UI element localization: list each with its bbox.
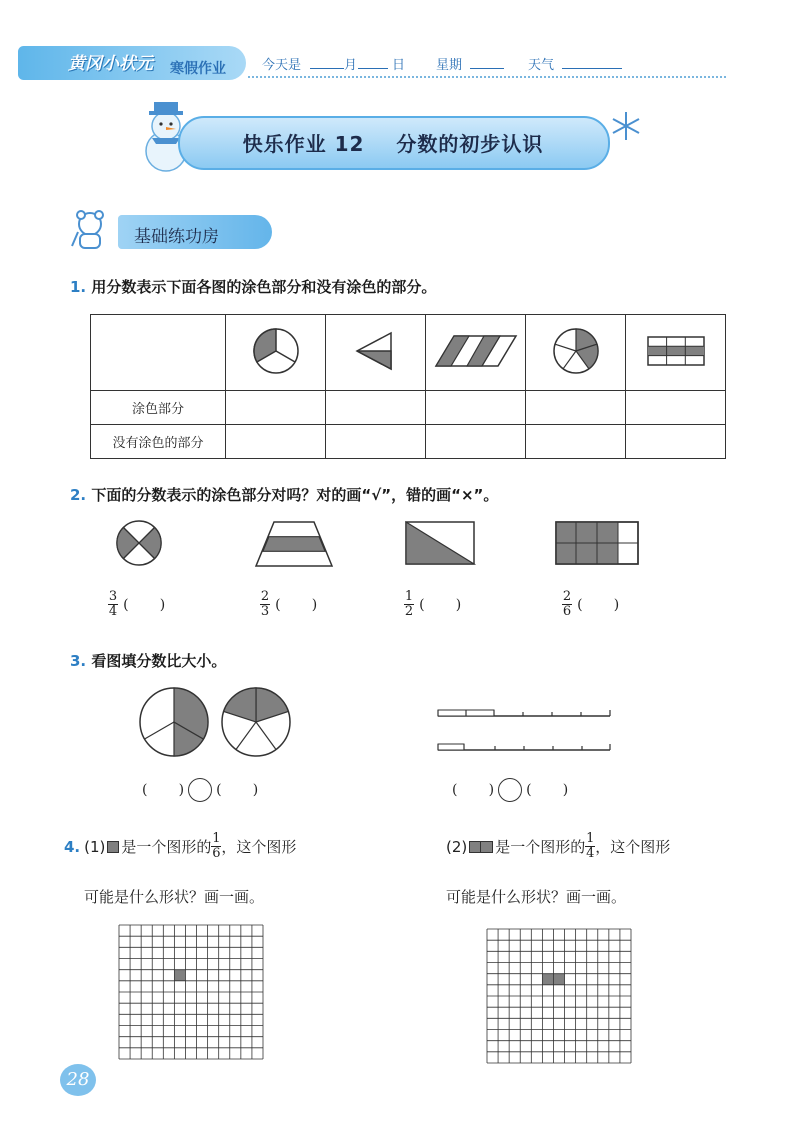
day-field[interactable] [358,68,388,69]
question-3-text: 看图填分数比大小。 [91,652,227,670]
question-3-number: 3. [70,652,87,670]
fraction: $\frac{2}{6}$ [562,589,572,619]
answer-blank[interactable]: ( ) [452,782,495,798]
question-4-part-1-line2: 可能是什么形状？画一画。 [84,888,265,906]
shape-triangle [326,315,426,391]
double-square-icon [469,841,493,853]
page-number: 28 [60,1064,96,1096]
answer-blank[interactable]: ( ) [123,597,166,613]
answer-blank[interactable]: ( ) [275,597,318,613]
triangle-halves-icon [351,329,401,373]
circle-fifths-icon [551,326,601,376]
q2-answer-2 [260,590,317,619]
answer-blank[interactable]: ( ) [577,597,620,613]
drawing-grid-1[interactable] [118,924,264,1060]
shaded-cell [542,974,553,985]
question-1-table [90,314,726,459]
question-4-number: 4. [64,837,81,856]
question-1-number: 1. [70,278,87,296]
part-text: 是一个图形的 [121,838,212,856]
answer-cell[interactable] [426,391,526,425]
q3-circle-thirds-icon [138,686,210,758]
date-prefix: 今天是 [262,58,302,73]
q2-answer-3 [404,590,461,619]
part-label: (1) [84,837,106,856]
day-label: 日 [392,58,406,73]
shape-circle-thirds [226,315,326,391]
snowflake-icon [610,110,642,142]
question-1-text: 用分数表示下面各图的涂色部分和没有涂色的部分。 [91,278,437,296]
parallelogram-stripes-icon [434,334,518,368]
answer-cell[interactable] [226,425,326,459]
grid-rectangle-icon [647,336,705,366]
compare-circle[interactable] [498,778,522,802]
q3-compare-left [142,778,258,802]
question-2-text: 下面的分数表示的涂色部分对吗？对的画“√”，错的画“×”。 [91,486,499,504]
brand-logo: 黄冈小状元 [68,54,153,74]
shape-grid-rect [626,315,726,391]
shaded-cell [553,974,564,985]
q2-rectangle-diagonal-icon [404,520,476,566]
weather-field[interactable] [562,68,622,69]
part-label: (2) [446,837,468,856]
shape-parallelogram [426,315,526,391]
fraction: $\frac{2}{3}$ [260,589,270,619]
row-label-unshaded: 没有涂色的部分 [91,425,226,459]
shaded-cell [174,970,185,981]
question-2-number: 2. [70,486,87,504]
answer-cell[interactable] [526,425,626,459]
question-4-part-2 [446,832,670,861]
bear-mascot-icon [66,206,114,252]
section-label: 基础练功房 [134,227,219,247]
q3-circle-fifths-icon [220,686,292,758]
month-label: 月 [344,58,358,73]
answer-cell[interactable] [326,391,426,425]
drawing-grid-2[interactable] [486,928,632,1064]
answer-blank[interactable]: ( ) [216,782,259,798]
weekday-field[interactable] [470,68,504,69]
q2-answer-1 [108,590,165,619]
question-4-part-2-line2: 可能是什么形状？画一画。 [446,888,627,906]
row-label-shaded: 涂色部分 [91,391,226,425]
answer-blank[interactable]: ( ) [419,597,462,613]
question-4-part-1 [64,832,296,861]
answer-cell[interactable] [426,425,526,459]
q2-trapezoid-icon [254,520,334,568]
q3-number-lines [436,706,612,758]
homework-label: 寒假作业 [170,61,226,77]
fraction: $\frac{1}{4}$ [586,831,595,861]
weekday-label: 星期 [436,58,463,73]
table-corner [91,315,226,391]
question-3 [70,650,226,671]
fraction: $\frac{3}{4}$ [108,589,118,619]
fraction: $\frac{1}{6}$ [212,831,221,861]
unit-square-icon [107,841,119,853]
compare-circle[interactable] [188,778,212,802]
circle-thirds-icon [251,326,301,376]
answer-cell[interactable] [626,391,726,425]
part-text: 是一个图形的 [495,838,586,856]
part-text: ，这个图形 [595,838,671,856]
month-field[interactable] [310,68,344,69]
part-text: ，这个图形 [221,838,297,856]
q2-grid-icon [554,520,640,566]
page-title: 快乐作业 12 分数的初步认识 [242,132,544,156]
q3-compare-right [452,778,568,802]
question-1 [70,276,436,297]
answer-blank[interactable]: ( ) [142,782,185,798]
shape-circle-fifths [526,315,626,391]
answer-cell[interactable] [526,391,626,425]
header-divider [248,76,726,78]
answer-cell[interactable] [326,425,426,459]
question-2 [70,484,498,505]
answer-cell[interactable] [226,391,326,425]
answer-cell[interactable] [626,425,726,459]
weather-label: 天气 [528,58,555,73]
answer-blank[interactable]: ( ) [526,782,569,798]
fraction: $\frac{1}{2}$ [404,589,414,619]
q2-circle-icon [114,518,164,568]
q2-answer-4 [562,590,619,619]
